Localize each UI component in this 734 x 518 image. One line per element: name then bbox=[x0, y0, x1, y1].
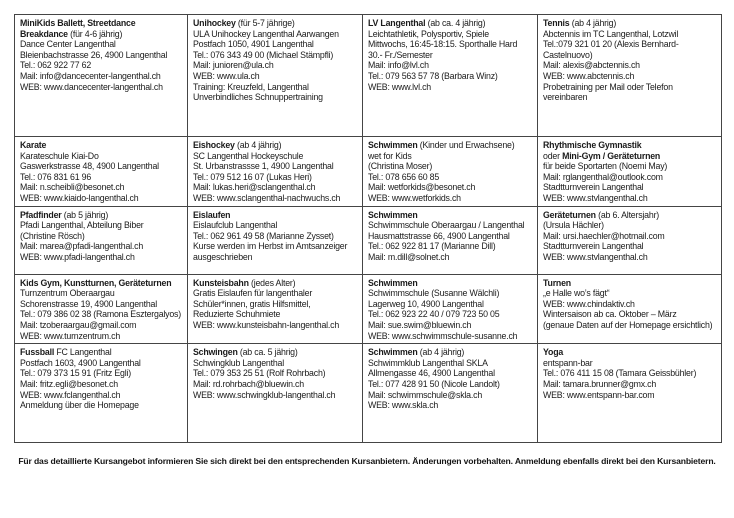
course-line: entspann-bar bbox=[543, 357, 593, 368]
course-line: Tel.: 062 922 77 62 bbox=[20, 60, 92, 71]
course-title: MiniKids Ballett, Streetdance Breakdance (für 4-6 jährig) bbox=[20, 18, 136, 39]
course-line: Mail: alexis@abctennis.ch bbox=[543, 60, 640, 71]
course-title: Eislaufen bbox=[193, 209, 231, 220]
course-line: Stadtturnverein Langenthal bbox=[543, 182, 644, 193]
course-line: Unverbindliches Schnuppertraining bbox=[193, 92, 323, 103]
course-cell bbox=[188, 274, 363, 344]
course-cell bbox=[538, 344, 722, 443]
course-line: WEB: www.pfadi-langenthal.ch bbox=[20, 251, 135, 262]
course-line: Kurse werden im Herbst im Amtsanzeiger ausgeschrieben bbox=[193, 241, 348, 262]
course-cell bbox=[538, 206, 722, 274]
course-cell bbox=[15, 137, 188, 207]
course-cell bbox=[363, 344, 538, 443]
course-title: Schwimmen (ab 4 jährig) bbox=[368, 347, 465, 358]
course-line: Schwimmschule Oberaargau / Langenthal bbox=[368, 220, 525, 231]
course-line: (Christina Moser) bbox=[368, 161, 433, 172]
course-line: WEB: www.kiaido-langenthal.ch bbox=[20, 192, 139, 203]
course-line: Mail: rglangenthal@outlook.com bbox=[543, 171, 663, 182]
course-cell bbox=[15, 206, 188, 274]
course-line: Mail: tzoberaargau@gmail.com bbox=[20, 319, 137, 330]
course-line: Tel.: 079 563 57 78 (Barbara Winz) bbox=[368, 70, 498, 81]
course-line: SC Langenthal Hockeyschule bbox=[193, 150, 304, 161]
course-title: Unihockey (für 5-7 jährige) bbox=[193, 18, 295, 28]
course-line: WEB: www.abctennis.ch bbox=[543, 70, 635, 81]
course-line: WEB: www.sclangenthal-nachwuchs.ch bbox=[193, 192, 341, 203]
course-line: Reduzierte Schuhmiete bbox=[193, 309, 281, 320]
course-title: Yoga bbox=[543, 347, 564, 358]
course-line: Schwimmklub Langenthal SKLA bbox=[368, 357, 488, 368]
course-line: Tel.: 077 428 91 50 (Nicole Landolt) bbox=[368, 378, 500, 389]
table-row bbox=[15, 15, 722, 137]
course-line: WEB: www.schwimmschule-susanne.ch bbox=[368, 330, 518, 341]
course-line: Allmengasse 46, 4900 Langenthal bbox=[368, 368, 495, 379]
course-line: Schwingklub Langenthal bbox=[193, 357, 284, 368]
course-line: Tel.: 076 831 61 96 bbox=[20, 171, 92, 182]
course-cell bbox=[538, 274, 722, 344]
course-cell bbox=[363, 137, 538, 207]
course-line: wet for Kids bbox=[368, 150, 412, 161]
course-line: Mail: marea@pfadi-langenthal.ch bbox=[20, 241, 144, 252]
course-line: St. Urbanstrassse 1, 4900 Langenthal bbox=[193, 161, 334, 172]
course-line: Mail: m.dill@solnet.ch bbox=[368, 251, 450, 262]
course-line: Gaswerkstrasse 48, 4900 Langenthal bbox=[20, 161, 159, 172]
course-line: Tel.:079 321 01 20 (Alexis Bernhard-Castelnuovo) bbox=[543, 39, 679, 60]
course-cell bbox=[363, 15, 538, 137]
course-line: Tel.: 062 923 22 40 / 079 723 50 05 bbox=[368, 309, 500, 320]
course-cell bbox=[188, 15, 363, 137]
course-line: WEB: www.turnzentrum.ch bbox=[20, 330, 121, 341]
course-line: Tel.: 079 353 25 51 (Rolf Rohrbach) bbox=[193, 368, 326, 379]
course-line: Gratis Eislaufen für langenthaler Schüler*innen, gratis Hilfsmittel, bbox=[193, 288, 313, 309]
course-title: Karate bbox=[20, 140, 47, 150]
course-title: Rhythmische Gymnastik bbox=[543, 140, 642, 150]
course-cell bbox=[538, 137, 722, 207]
course-line: Mail: ursi.haechler@hotmail.com bbox=[543, 230, 665, 241]
course-line: Pfadi Langenthal, Abteilung Biber bbox=[20, 220, 144, 231]
course-line: Mail: fritz.egli@besonet.ch bbox=[20, 378, 118, 389]
course-line: Tel.: 062 922 81 17 (Marianne Dill) bbox=[368, 241, 496, 252]
course-line: Mail: tamara.brunner@gmx.ch bbox=[543, 378, 657, 389]
table-row bbox=[15, 137, 722, 207]
course-title: Schwingen (ab ca. 5 jährig) bbox=[193, 347, 298, 358]
course-line: Postfach 1603, 4900 Langenthal bbox=[20, 357, 141, 368]
course-line: Mittwochs, 16:45-18:15. Sporthalle Hard bbox=[368, 39, 518, 50]
table-row bbox=[15, 274, 722, 344]
course-title: Pfadfinder (ab 5 jährig) bbox=[20, 209, 109, 220]
course-line: (genaue Daten auf der Homepage ersichtlich) bbox=[543, 319, 713, 330]
course-line: WEB: www.ula.ch bbox=[193, 70, 260, 81]
course-line: Tel.: 079 512 16 07 (Lukas Heri) bbox=[193, 171, 312, 182]
course-line: Mail: junioren@ula.ch bbox=[193, 60, 274, 71]
course-line: Tel.: 079 386 02 38 (Ramona Esztergalyos) bbox=[20, 309, 181, 320]
course-line: für beide Sportarten (Noemi May) bbox=[543, 161, 668, 172]
course-line: WEB: www.wetforkids.ch bbox=[368, 192, 461, 203]
course-line: Lagerweg 10, 4900 Langenthal bbox=[368, 298, 484, 309]
course-title: Fussball FC Langenthal bbox=[20, 347, 112, 358]
course-line: Mail: schwimmschule@skla.ch bbox=[368, 389, 483, 400]
course-line: Bleienbachstrasse 26, 4900 Langenthal bbox=[20, 49, 168, 60]
course-line: WEB: www.stvlangenthal.ch bbox=[543, 251, 648, 262]
course-title: Turnen bbox=[543, 277, 571, 288]
course-line: Mail: wetforkids@besonet.ch bbox=[368, 182, 476, 193]
course-line: WEB: www.lvl.ch bbox=[368, 81, 431, 92]
course-line: Abctennis im TC Langenthal, Lotzwil bbox=[543, 28, 679, 39]
course-line: „e Halle wo’s fägt“ bbox=[543, 288, 610, 299]
course-line: (Christine Rösch) bbox=[20, 230, 85, 241]
course-line: Tel.: 062 961 49 58 (Marianne Zysset) bbox=[193, 230, 334, 241]
course-cell bbox=[15, 15, 188, 137]
course-title: LV Langenthal (ab ca. 4 jährig) bbox=[368, 18, 486, 28]
course-line: Anmeldung über die Homepage bbox=[20, 400, 139, 411]
course-cell bbox=[538, 15, 722, 137]
course-line: WEB: www.kunsteisbahn-langenthal.ch bbox=[193, 319, 340, 330]
course-line: Mail: n.scheibli@besonet.ch bbox=[20, 182, 125, 193]
table-row bbox=[15, 206, 722, 274]
course-cell bbox=[188, 344, 363, 443]
course-title: Schwimmen bbox=[368, 209, 418, 220]
course-line: Probetraining per Mail oder Telefon vereinbaren bbox=[543, 81, 673, 103]
course-line: Mail: rd.rohrbach@bluewin.ch bbox=[193, 378, 304, 389]
course-line: Dance Center Langenthal bbox=[20, 39, 116, 50]
course-title: Kunsteisbahn (jedes Alter) bbox=[193, 277, 296, 288]
course-cell bbox=[188, 206, 363, 274]
course-line: Mail: info@lvl.ch bbox=[368, 60, 429, 71]
course-line: WEB: www.chindaktiv.ch bbox=[543, 298, 635, 309]
course-line: WEB: www.schwingklub-langenthal.ch bbox=[193, 389, 336, 400]
course-line: Karateschule Kiai-Do bbox=[20, 150, 99, 161]
course-line: Eislaufclub Langenthal bbox=[193, 220, 278, 231]
course-line: (Ursula Hächler) bbox=[543, 220, 604, 231]
course-cell bbox=[188, 137, 363, 207]
course-line: WEB: www.stvlangenthal.ch bbox=[543, 192, 648, 203]
course-line: Tel.: 076 411 15 08 (Tamara Geissbühler) bbox=[543, 368, 697, 379]
course-title: oder Mini-Gym / Geräteturnen bbox=[543, 150, 661, 161]
table-row bbox=[15, 344, 722, 443]
course-cell bbox=[363, 206, 538, 274]
course-line: Hausmattstrasse 66, 4900 Langenthal bbox=[368, 230, 510, 241]
course-line: WEB: www.fclangenthal.ch bbox=[20, 389, 121, 400]
course-cell bbox=[363, 274, 538, 344]
course-cell bbox=[15, 344, 188, 443]
course-line: Tel.: 079 373 15 91 (Fritz Egli) bbox=[20, 368, 131, 379]
course-line: Schorenstrasse 19, 4900 Langenthal bbox=[20, 298, 157, 309]
course-line: Stadtturnverein Langenthal bbox=[543, 241, 644, 252]
footer-note: Für das detaillierte Kursangebot informieren Sie sich direkt bei den entsprechenden Kursanbietern. Änderungen vorbehalten. Anmeldung ebenfalls direkt bei den Kursanbietern. bbox=[18, 456, 716, 466]
course-line: Mail: info@dancecenter-langenthal.ch bbox=[20, 70, 161, 81]
course-line: WEB: www.entspann-bar.com bbox=[543, 389, 655, 400]
course-line: Leichtathletik, Polysportiv, Spiele bbox=[368, 28, 489, 39]
course-line: WEB: www.skla.ch bbox=[368, 400, 439, 411]
course-title: Kids Gym, Kunstturnen, Geräteturnen bbox=[20, 277, 172, 288]
course-title: Schwimmen (Kinder und Erwachsene) bbox=[368, 140, 515, 150]
course-table-body bbox=[15, 15, 722, 443]
course-table bbox=[14, 14, 722, 443]
course-title: Tennis (ab 4 jährig) bbox=[543, 18, 617, 28]
course-line: Tel.: 078 656 60 85 bbox=[368, 171, 440, 182]
course-title: Geräteturnen (ab 6. Altersjahr) bbox=[543, 209, 660, 220]
course-line: Postfach 1050, 4901 Langenthal bbox=[193, 39, 314, 50]
course-line: WEB: www.dancecenter-langenthal.ch bbox=[20, 81, 163, 92]
course-line: Training: Kreuzfeld, Langenthal bbox=[193, 81, 309, 92]
course-title: Eishockey (ab 4 jährig) bbox=[193, 140, 282, 150]
course-line: Wintersaison ab ca. Oktober – März bbox=[543, 309, 677, 320]
course-title: Schwimmen bbox=[368, 277, 418, 288]
course-line: Tel.: 076 343 49 00 (Michael Stämpfli) bbox=[193, 49, 334, 60]
course-line: Schwimmschule (Susanne Wälchli) bbox=[368, 288, 500, 299]
course-cell bbox=[15, 274, 188, 344]
course-line: Mail: lukas.heri@sclangenthal.ch bbox=[193, 182, 316, 193]
course-line: Turnzentrum Oberaargau bbox=[20, 288, 115, 299]
course-line: Mail: sue.swim@bluewin.ch bbox=[368, 319, 472, 330]
course-line: ULA Unihockey Langenthal Aarwangen bbox=[193, 28, 339, 39]
course-line: 30.- Fr./Semester bbox=[368, 49, 433, 60]
